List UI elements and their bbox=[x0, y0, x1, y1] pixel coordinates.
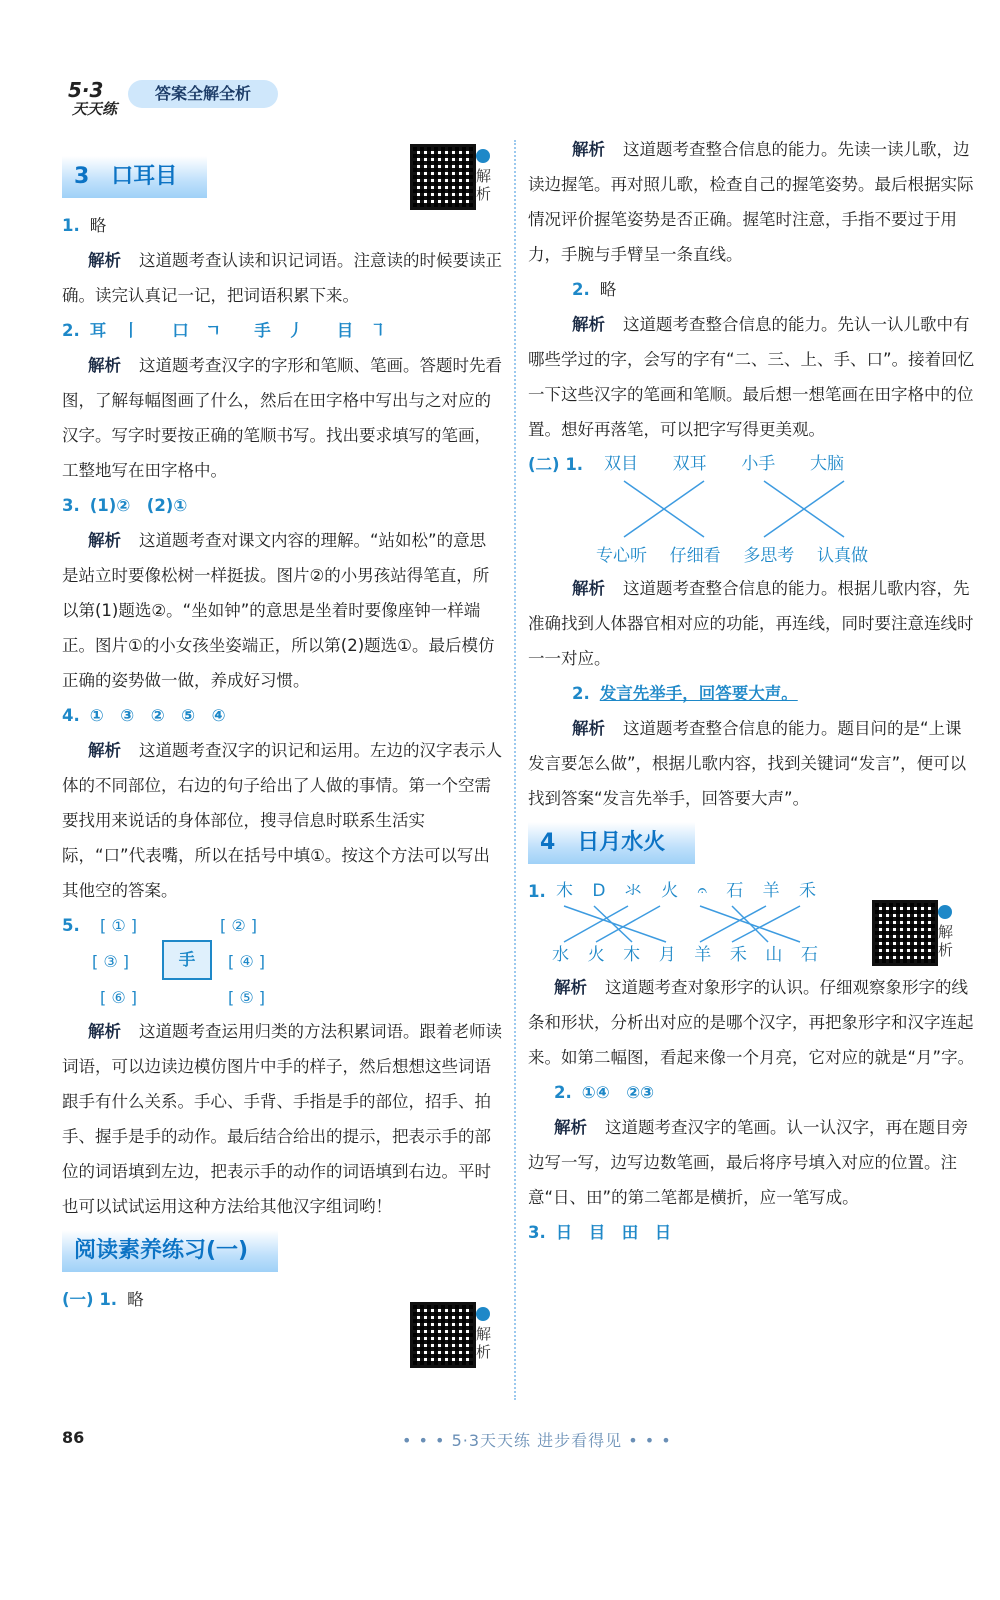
explanation-3: 解析 这道题考查对课文内容的理解。“站如松”的意思是站立时要像松树一样挺拔。图片②的小男孩站得笔直，所以第(1)题选②。“坐如钟”的意思是坐着时要像座钟一样端正。图片①的小女孩坐姿端正，所以第(2)题选①。最后模仿正确的姿势做一做，养成好习惯。 bbox=[62, 531, 495, 690]
qr-label: 解析 bbox=[476, 167, 492, 203]
answer-line-1: 1. 略 bbox=[62, 216, 107, 235]
brand-logo bbox=[66, 78, 128, 118]
character-6: 禾 bbox=[729, 945, 747, 965]
column-divider bbox=[514, 140, 516, 1400]
right-column bbox=[528, 132, 978, 1250]
section-title-lesson3: 3 口耳目 bbox=[62, 156, 207, 198]
character-row bbox=[552, 938, 818, 973]
character-8: 石 bbox=[800, 945, 818, 965]
match-top-1: 双目 bbox=[604, 454, 638, 474]
match-top-2: 双耳 bbox=[672, 454, 707, 474]
matching-lines bbox=[588, 479, 868, 539]
hand-diagram: 5. [ ① ] [ ③ ] [ ⑥ ] [ ② ] [ ④ ] [ ⑤ ] 手 bbox=[62, 908, 502, 1014]
pictograph-3: 氺 bbox=[624, 881, 642, 901]
reading1-answer-1: (一) 1. 略 bbox=[62, 1290, 144, 1309]
explanation-2: 解析 这道题考查汉字的字形和笔顺、笔画。答题时先看图，了解每幅图画了什么，然后在田字格中写出与之对应的汉字。写字时要按正确的笔顺书写。找出要求填写的笔画，工整地写在田字格中。 bbox=[62, 356, 502, 480]
header-title: 答案全解全析 bbox=[128, 80, 278, 108]
explanation-part2-2: 解析 这道题考查整合信息的能力。题目问的是“上课发言要怎么做”，根据儿歌内容，找到关键词“发言”，便可以找到答案“发言先举手，回答要大声”。 bbox=[528, 719, 967, 808]
page-footer bbox=[62, 1428, 962, 1452]
pictograph-5: 𝄐 bbox=[697, 881, 707, 901]
bracket-3: [ ③ ] bbox=[92, 952, 129, 971]
section-title-lesson4: 4 日月水火 bbox=[528, 822, 695, 864]
explanation-4: 解析 这道题考查汉字的识记和运用。左边的汉字表示人体的不同部位，右边的句子给出了人做的事情。第一个空需要找用来说话的身体部位，搜寻信息时联系生活实际，“口”代表嘴，所以在括号中填①。按这个方法可以写出其他空的答案。 bbox=[62, 741, 502, 900]
explanation-part2: 解析 这道题考查整合信息的能力。根据儿歌内容，先准确找到人体器官相对应的功能，再连线，同时要注意连线时一一对应。 bbox=[528, 579, 974, 668]
qr-label: 解析 bbox=[938, 923, 954, 959]
bracket-2: [ ② ] bbox=[220, 916, 257, 935]
match-top-4: 大脑 bbox=[809, 454, 844, 474]
pictograph-2: D bbox=[592, 881, 606, 901]
section-title-reading1: 阅读素养练习(一) bbox=[62, 1230, 278, 1272]
explanation-1: 解析 这道题考查认读和识记词语。注意读的时候要读正确。读完认真记一记，把词语积累下来。 bbox=[62, 251, 502, 305]
character-5: 羊 bbox=[694, 945, 712, 965]
match-bottom-4: 认真做 bbox=[816, 546, 868, 566]
answer-line-part2-2: 2. 发言先举手，回答要大声。 bbox=[572, 684, 798, 703]
logo-top: 5·3 bbox=[68, 78, 104, 102]
explanation-l4-2: 解析 这道题考查汉字的笔画。认一认汉字，再在题目旁边写一写，边写边数笔画，最后将序号填入对应的位置。注意“日、田”的第二笔都是横折，应一笔写成。 bbox=[528, 1118, 968, 1207]
match-bottom-row bbox=[596, 539, 868, 574]
matching-part2: (二) 1. 双目 双耳 小手 大脑 专心听 仔细看 多思考 认真做 bbox=[528, 447, 978, 571]
hand-center-box: 手 bbox=[162, 940, 212, 980]
left-column bbox=[62, 150, 502, 1317]
match-top-row bbox=[604, 447, 844, 482]
bracket-1: [ ① ] bbox=[100, 916, 137, 935]
explanation-r2: 解析 这道题考查整合信息的能力。先认一认儿歌中有哪些学过的字，会写的字有“二、三、上、手、口”。接着回忆一下这些汉字的笔画和笔顺。最后想一想笔画在田字格中的位置。想好再落笔，可以把字写得更美观。 bbox=[528, 315, 975, 439]
pictograph-1: 木 bbox=[556, 881, 573, 901]
match-bottom-1: 专心听 bbox=[596, 546, 647, 566]
match-top-3: 小手 bbox=[741, 454, 776, 474]
footer-slogan: • • • 5·3天天练 进步看得见 • • • bbox=[402, 1431, 672, 1450]
explanation-l4-1: 解析 这道题考查对象形字的认识。仔细观察象形字的线条和形状，分析出对应的是哪个汉字，再把象形字和汉字连起来。如第二幅图，看起来像一个月亮，它对应的就是“月”字。 bbox=[528, 978, 975, 1067]
answer-line-4: 4. ① ③ ② ⑤ ④ bbox=[62, 706, 226, 725]
pictograph-4: 火 bbox=[661, 881, 679, 901]
bracket-4: [ ④ ] bbox=[228, 952, 265, 971]
answer-line-2: 2. 耳 丨 口 ㄱ 手 丿 目 ㇕ bbox=[62, 321, 387, 340]
character-7: 山 bbox=[765, 945, 783, 965]
match-bottom-3: 多思考 bbox=[743, 546, 795, 566]
matching-pictographs: 1. 木 D 氺 火 𝄐 石 羊 禾 水 火 木 月 羊 禾 山 石 bbox=[528, 874, 978, 970]
pictograph-8: 禾 bbox=[798, 881, 816, 901]
character-1: 水 bbox=[552, 945, 569, 965]
answer-line-l4-3: 3. 日 目 田 日 bbox=[528, 1223, 672, 1242]
page-number: 86 bbox=[62, 1428, 85, 1447]
qr-label: 解析 bbox=[476, 1325, 492, 1361]
character-4: 月 bbox=[658, 945, 676, 965]
explanation-5: 解析 这道题考查运用归类的方法积累词语。跟着老师读词语，可以边读边模仿图片中手的样子，然后想想这些词语跟手有什么关系。手心、手背、手指是手的部位，招手、拍手、握手是手的动作。最后结合给出的提示，把表示手的部位的词语填到左边，把表示手的动作的词语填到右边。平时也可以试试运用这种方法给其他汉字组词哟！ bbox=[62, 1022, 502, 1216]
explanation-r1: 解析 这道题考查整合信息的能力。先读一读儿歌，边读边握笔。再对照儿歌，检查自己的握笔姿势。最后根据实际情况评价握笔姿势是否正确。握笔时注意，手指不要过于用力，手腕与手臂呈一条直线。 bbox=[528, 140, 974, 264]
pictograph-7: 羊 bbox=[762, 881, 780, 901]
bracket-5: [ ⑤ ] bbox=[228, 988, 265, 1007]
answer-line-3: 3. (1)② (2)① bbox=[62, 496, 188, 515]
character-3: 木 bbox=[623, 945, 641, 965]
match-bottom-2: 仔细看 bbox=[669, 546, 721, 566]
character-2: 火 bbox=[587, 945, 605, 965]
bracket-6: [ ⑥ ] bbox=[100, 988, 137, 1007]
answer-line-r2: 2. 略 bbox=[572, 280, 617, 299]
pictograph-6: 石 bbox=[726, 881, 744, 901]
logo-bottom: 天天练 bbox=[72, 100, 118, 118]
answer-line-l4-2: 2. ①④ ②③ bbox=[554, 1083, 655, 1102]
